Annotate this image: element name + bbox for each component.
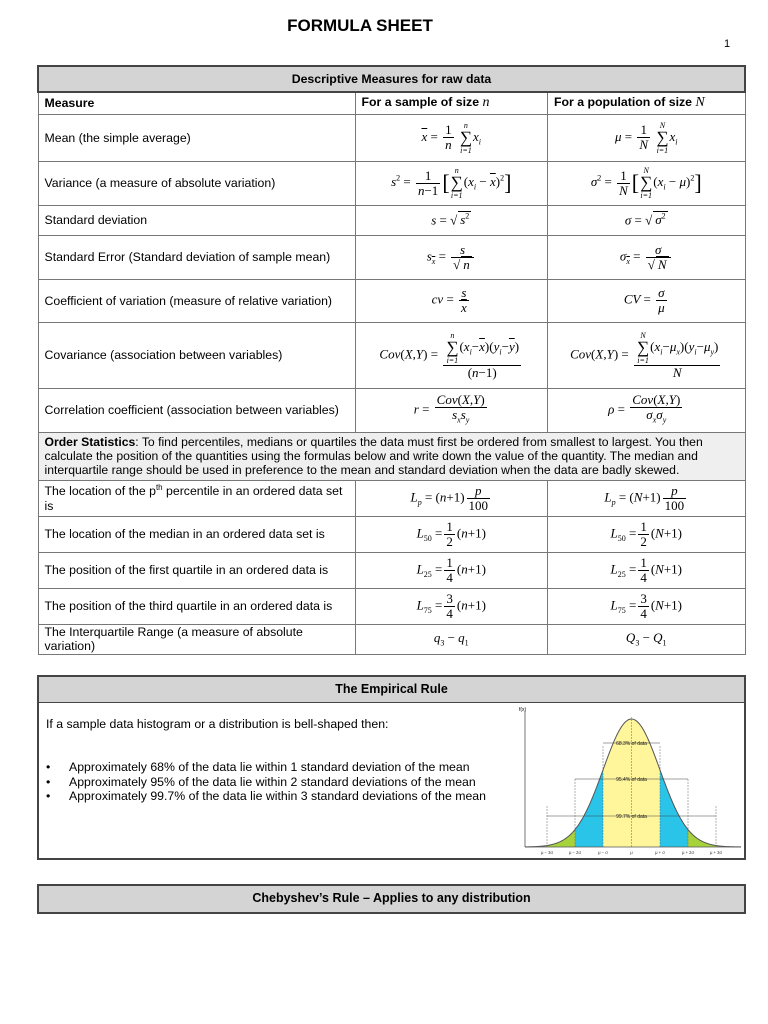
row-label: Coefficient of variation (measure of relative variation) xyxy=(38,279,355,322)
label-68: 68.3% of data xyxy=(616,741,647,747)
row-label: Variance (a measure of absolute variation) xyxy=(38,161,355,205)
table-row xyxy=(38,588,745,624)
sample-correlation-formula: r = $\frac{\text{Cov(X,Y)}}{s_xs_y}$ xyxy=(355,388,547,432)
table-row xyxy=(38,235,745,279)
empirical-rule-list xyxy=(46,760,511,804)
table-row xyxy=(38,624,745,654)
descriptive-measures-table xyxy=(37,65,746,655)
x-tick-label: μ + 3σ xyxy=(709,850,723,855)
population-se-formula: $\sigma_{\overline{x}}$ = $\frac{\sigma}{√ N}$ xyxy=(547,235,745,279)
table-row xyxy=(38,205,745,235)
col-measure: Measure xyxy=(38,92,355,114)
row-label: The Interquartile Range (a measure of absolute variation) xyxy=(38,624,355,654)
population-correlation-formula: ρ = $\frac{\text{Cov(X,Y)}}{\sigma_x\sigma_y}$ xyxy=(547,388,745,432)
empirical-rule-intro: If a sample data histogram or a distribution is bell-shaped then: xyxy=(46,717,389,731)
page-number: 1 xyxy=(724,38,731,50)
label-997: 99.7% of data xyxy=(616,814,647,820)
row-label: Mean (the simple average) xyxy=(38,114,355,161)
population-percentile-formula: $L_p = (N+1)$ $\frac{p}{100}$ xyxy=(547,480,745,516)
population-iqr-formula: $Q_3 - Q_1$ xyxy=(547,624,745,654)
page-title: FORMULA SHEET xyxy=(287,16,433,35)
population-cv-formula: CV = $\frac{\sigma}{\mu}$ xyxy=(547,279,745,322)
list-item: • Approximately 68% of the data lie within 1 standard deviation of the mean xyxy=(46,760,511,775)
order-statistics-text: Order Statistics: To find percentiles, medians or quartiles the data must first be ordered from smallest to largest. You then calculate the position of the quantities using the formulas below and write down the value of the quantity. The median and interquartile range should be used in preference to the mean and standard deviation when the data are badly skewed. xyxy=(38,432,745,480)
table-row xyxy=(38,516,745,552)
chebyshev-box xyxy=(37,884,746,914)
label-95: 95.4% of data xyxy=(616,777,647,783)
descriptive-section-title: Descriptive Measures for raw data xyxy=(38,66,745,92)
order-statistics-row xyxy=(38,432,745,480)
table-row xyxy=(38,161,745,205)
table-row xyxy=(38,552,745,588)
population-q3-formula: $L_{75}$ = $\frac{3}{4}$ (N+1) xyxy=(547,588,745,624)
row-label: The position of the third quartile in an ordered data is xyxy=(38,588,355,624)
x-tick-label: μ + σ xyxy=(655,850,665,855)
row-label: Covariance (association between variables) xyxy=(38,322,355,388)
col-sample: For a sample of size n xyxy=(355,92,547,114)
sample-mean-formula: $\overline{x}$ = $\frac{1}{n}$ n ∑ i=1 $x_i$ xyxy=(355,114,547,161)
empirical-rule-box xyxy=(37,675,746,860)
population-q1-formula: $L_{25}$ = $\frac{1}{4}$ (N+1) xyxy=(547,552,745,588)
x-tick-label: μ − 3σ xyxy=(540,850,554,855)
sample-cv-formula: cv = $\frac{s}{x}$ xyxy=(355,279,547,322)
population-variance-formula: $\sigma^2$ = $\frac{1}{N}$ [ N ∑ i=1 $(x_i - \mu)^2$] xyxy=(547,161,745,205)
x-tick-label: μ − σ xyxy=(598,850,608,855)
sample-iqr-formula: $q_3 - q_1$ xyxy=(355,624,547,654)
row-label: Standard Error (Standard deviation of sample mean) xyxy=(38,235,355,279)
row-label: Correlation coefficient (association between variables) xyxy=(38,388,355,432)
x-ticks xyxy=(541,850,723,855)
col-population: For a population of size N xyxy=(547,92,745,114)
table-row xyxy=(38,480,745,516)
population-median-formula: $L_{50}$ = $\frac{1}{2}$ (N+1) xyxy=(547,516,745,552)
list-item: • Approximately 99.7% of the data lie within 3 standard deviations of the mean xyxy=(46,789,511,804)
table-row xyxy=(38,114,745,161)
x-tick-label: μ − 2σ xyxy=(568,850,582,855)
y-axis-label: f(x) xyxy=(519,707,527,713)
chebyshev-title: Chebyshev’s Rule – Applies to any distribution xyxy=(39,886,744,912)
empirical-rule-body xyxy=(39,703,744,858)
list-item: • Approximately 95% of the data lie within 2 standard deviations of the mean xyxy=(46,775,511,790)
sample-q1-formula: $L_{25}$ = $\frac{1}{4}$ (n+1) xyxy=(355,552,547,588)
row-label: The location of the $p^{th}$ percentile in an ordered data set is xyxy=(38,480,355,516)
population-covariance-formula: Cov(X,Y) = N ∑ i=1 $(x_i-\mu_x)(y_i-\mu_y)$ N xyxy=(547,322,745,388)
sample-percentile-formula: $L_p = (n+1)$ $\frac{p}{100}$ xyxy=(355,480,547,516)
population-mean-formula: μ = $\frac{1}{N}$ N ∑ i=1 $x_i$ xyxy=(547,114,745,161)
row-label: Standard deviation xyxy=(38,205,355,235)
table-row xyxy=(38,279,745,322)
table-row xyxy=(38,388,745,432)
sample-se-formula: $s_{\overline{x}}$ = $\frac{s}{√ n}$ xyxy=(355,235,547,279)
x-tick-label: μ xyxy=(630,850,633,855)
table-row xyxy=(38,322,745,388)
empirical-rule-title: The Empirical Rule xyxy=(39,677,744,703)
row-label: The position of the first quartile in an ordered data is xyxy=(38,552,355,588)
sample-variance-formula: $s^2$ = $\frac{1}{n-1}$ [ n ∑ i=1 $(x_i - \overline{x})^2$] xyxy=(355,161,547,205)
sample-sd-formula: s = √ $s^2$ xyxy=(355,205,547,235)
sample-covariance-formula: Cov(X,Y) = n ∑ i=1 $(x_i-\overline{x})(y_i-\overline{y})$ (n−1) xyxy=(355,322,547,388)
population-sd-formula: σ = √ $\sigma^2$ xyxy=(547,205,745,235)
x-tick-label: μ + 2σ xyxy=(681,850,695,855)
sample-q3-formula: $L_{75}$ = $\frac{3}{4}$ (n+1) xyxy=(355,588,547,624)
sample-median-formula: $L_{50}$ = $\frac{1}{2}$ (n+1) xyxy=(355,516,547,552)
bell-curve-figure xyxy=(517,705,745,857)
row-label: The location of the median in an ordered data set is xyxy=(38,516,355,552)
